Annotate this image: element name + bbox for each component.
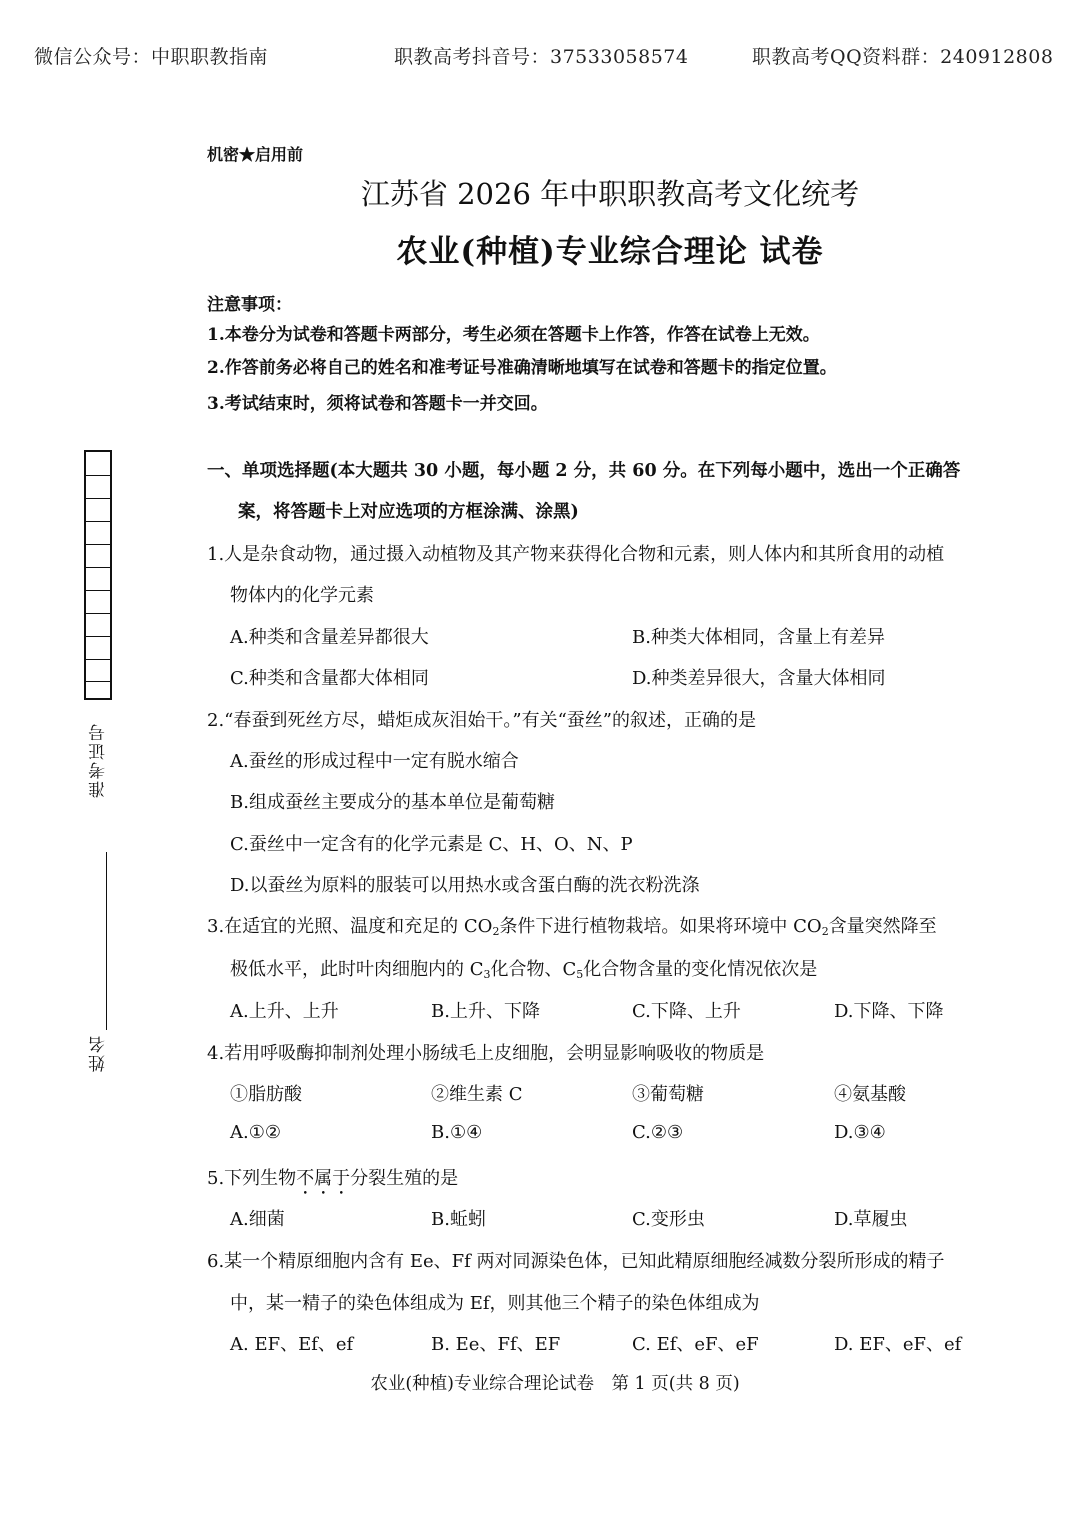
- exam-id-boxes: [84, 450, 112, 700]
- question-1-stem-cont: 物体内的化学元素: [230, 585, 374, 606]
- section-heading: 一、单项选择题(本大题共 30 小题，每小题 2 分，共 60 分。在下列每小题中，选出一个正确答: [207, 461, 961, 481]
- question-1-option-b: B.种类大体相同，含量上有差异: [632, 627, 885, 648]
- question-3-stem: 3.在适宜的光照、温度和充足的 $CO_2$条件下进行植物栽培。如果将环境中 $CO_2$含量突然降至: [207, 916, 937, 938]
- emphasis-text: 不属于: [296, 1168, 351, 1189]
- question-4-stem: 4.若用呼吸酶抑制剂处理小肠绒毛上皮细胞，会明显影响吸收的物质是: [207, 1043, 765, 1064]
- question-6-option-c: C. Ef、eF、eF: [632, 1334, 759, 1355]
- question-1-option-d: D.种类差异很大，含量大体相同: [632, 668, 886, 689]
- question-4-option-b: B.①④: [431, 1122, 483, 1143]
- exam-title: 江苏省 2026 年中职职教高考文化统考: [360, 177, 860, 211]
- question-5-option-d: D.草履虫: [834, 1209, 908, 1230]
- header-douyin: 职教高考抖音号：37533058574: [394, 46, 689, 68]
- question-4-item-2: ②维生素 C: [431, 1084, 523, 1105]
- question-6-stem: 6.某一个精原细胞内含有 Ee、Ff 两对同源染色体，已知此精原细胞经减数分裂所形成的精子: [207, 1251, 945, 1272]
- header-wechat: 微信公众号：中职职教指南: [34, 46, 269, 68]
- question-1-stem: 1.人是杂食动物，通过摄入动植物及其产物来获得化合物和元素，则人体内和其所食用的动植: [207, 544, 945, 565]
- question-4-option-a: A.①②: [230, 1122, 281, 1143]
- question-2-option-a: A.蚕丝的形成过程中一定有脱水缩合: [230, 751, 519, 772]
- question-5-option-b: B.蚯蚓: [431, 1209, 486, 1230]
- question-2-option-c: C.蚕丝中一定含有的化学元素是 C、H、O、N、P: [230, 834, 633, 855]
- question-2-option-d: D.以蚕丝为原料的服装可以用热水或含蛋白酶的洗衣粉洗涤: [230, 875, 700, 896]
- question-6-option-a: A. EF、Ef、ef: [230, 1334, 354, 1355]
- question-3-option-a: A.上升、上升: [230, 1001, 339, 1022]
- note-item: 3.考试结束时，须将试卷和答题卡一并交回。: [207, 394, 548, 414]
- confidential-mark: 机密★启用前: [207, 145, 304, 164]
- name-line: [106, 852, 107, 1030]
- question-3-option-c: C.下降、上升: [632, 1001, 741, 1022]
- question-4-option-d: D.③④: [834, 1122, 886, 1143]
- note-item: 1.本卷分为试卷和答题卡两部分，考生必须在答题卡上作答，作答在试卷上无效。: [207, 325, 820, 345]
- section-heading-cont: 案，将答题卡上对应选项的方框涂满、涂黑): [238, 502, 579, 522]
- question-6-stem-cont: 中，某一精子的染色体组成为 Ef，则其他三个精子的染色体组成为: [230, 1293, 760, 1314]
- question-4-option-c: C.②③: [632, 1122, 684, 1143]
- note-item: 2.作答前务必将自己的姓名和准考证号准确清晰地填写在试卷和答题卡的指定位置。: [207, 358, 837, 378]
- question-1-option-a: A.种类和含量差异都很大: [230, 627, 429, 648]
- question-5-option-a: A.细菌: [230, 1209, 285, 1230]
- name-label: 姓名: [89, 1034, 109, 1072]
- question-5-stem: 5.下列生物不属于分裂生殖的是: [207, 1168, 459, 1189]
- question-2-option-b: B.组成蚕丝主要成分的基本单位是葡萄糖: [230, 792, 555, 813]
- question-5-option-c: C.变形虫: [632, 1209, 705, 1230]
- question-3-option-d: D.下降、下降: [834, 1001, 944, 1022]
- question-6-option-b: B. Ee、Ff、EF: [431, 1334, 561, 1355]
- question-1-option-c: C.种类和含量都大体相同: [230, 668, 429, 689]
- question-2-stem: 2.“春蚕到死丝方尽，蜡炬成灰泪始干。”有关“蚕丝”的叙述，正确的是: [207, 710, 756, 731]
- header-qq-group: 职教高考QQ资料群：240912808: [752, 46, 1054, 68]
- question-6-option-d: D. EF、eF、ef: [834, 1334, 962, 1355]
- paper-title: 农业(种植)专业综合理论 试卷: [396, 234, 824, 270]
- question-3-stem-cont: 极低水平，此时叶肉细胞内的 $C_3$化合物、$C_5$化合物含量的变化情况依次是: [230, 959, 818, 981]
- page-footer: 农业(种植)专业综合理论试卷 第 1 页(共 8 页): [370, 1374, 740, 1394]
- question-4-item-3: ③葡萄糖: [632, 1084, 704, 1105]
- question-4-item-4: ④氨基酸: [834, 1084, 906, 1105]
- question-4-item-1: ①脂肪酸: [230, 1084, 302, 1105]
- notes-heading: 注意事项：: [207, 295, 292, 315]
- question-3-option-b: B.上升、下降: [431, 1001, 540, 1022]
- exam-id-label: 准考证号: [89, 722, 109, 798]
